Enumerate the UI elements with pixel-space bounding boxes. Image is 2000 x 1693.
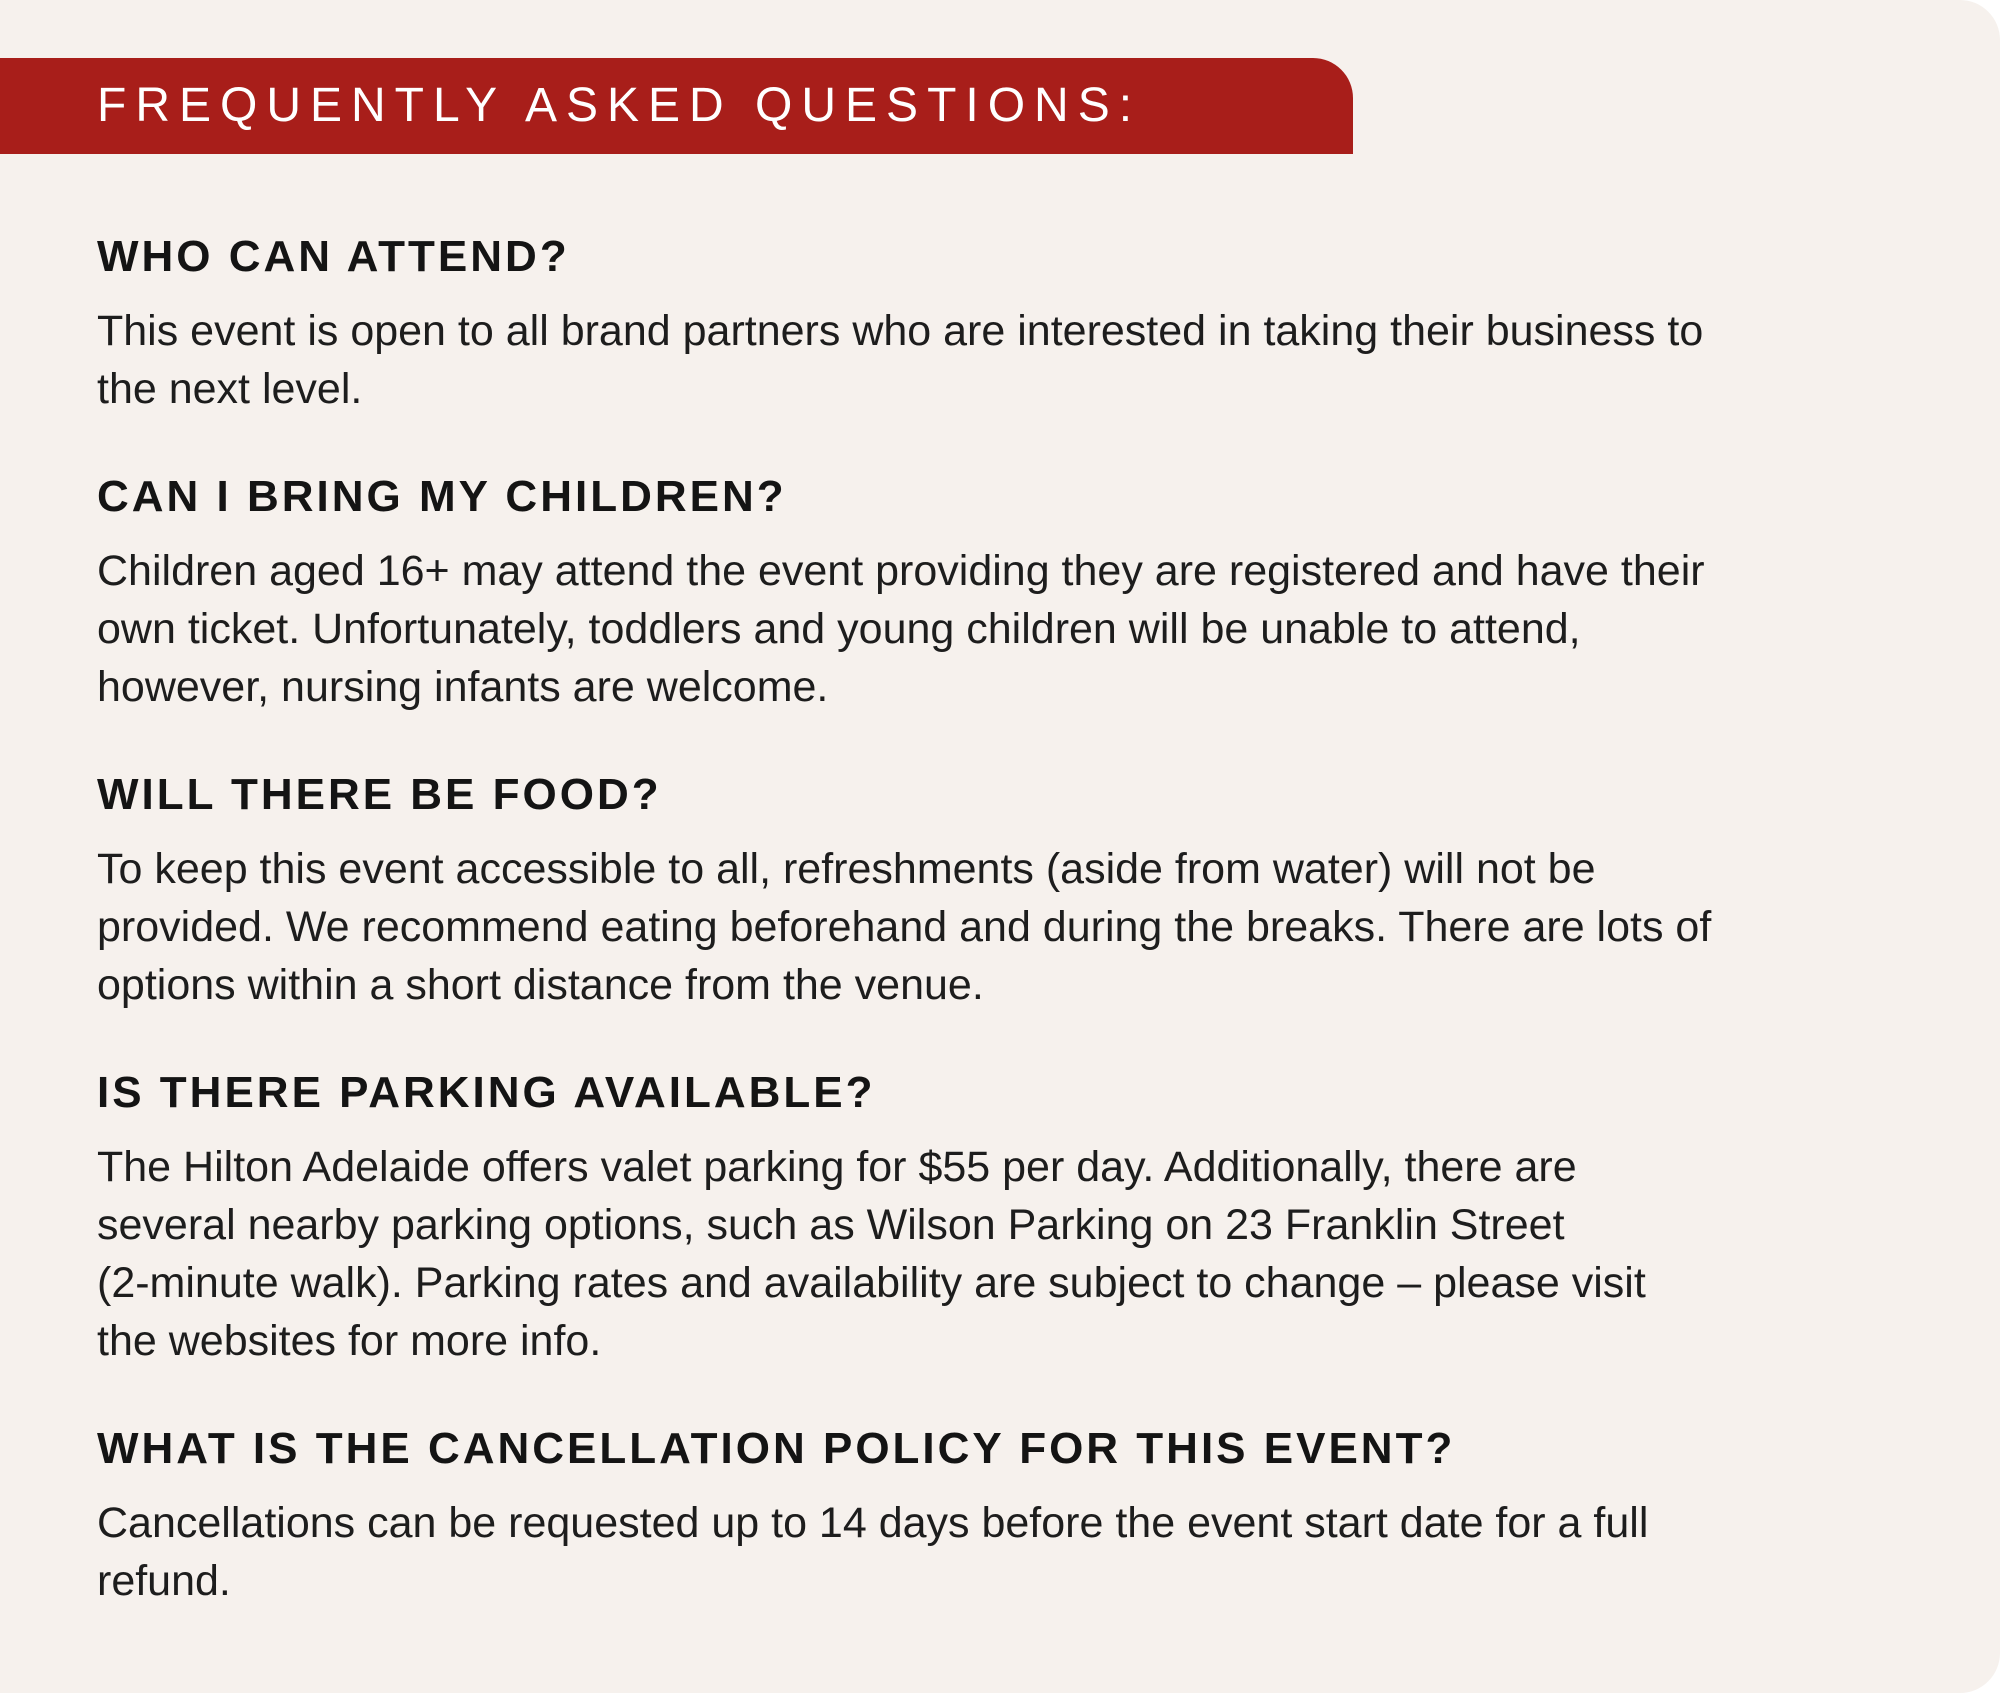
faq-answer-line: (2-minute walk). Parking rates and availability are subject to change – please visit: [97, 1259, 1646, 1307]
faq-answer: [97, 840, 1917, 1014]
faq-item-who-can-attend: [97, 228, 1917, 418]
faq-answer-line: This event is open to all brand partners who are interested in taking their business to: [97, 307, 1704, 355]
faq-answer-line: Cancellations can be requested up to 14 days before the event start date for a full: [97, 1499, 1649, 1547]
faq-answer-line: however, nursing infants are welcome.: [97, 663, 829, 711]
faq-question: CAN I BRING MY CHILDREN?: [97, 472, 787, 521]
faq-item-parking: [97, 1064, 1917, 1370]
faq-answer-line: The Hilton Adelaide offers valet parking for $55 per day. Additionally, there are: [97, 1143, 1577, 1191]
faq-item-children: [97, 468, 1917, 716]
faq-answer: [97, 302, 1917, 418]
faq-banner: [0, 58, 1353, 154]
faq-question: WILL THERE BE FOOD?: [97, 770, 662, 819]
faq-answer-line: refund.: [97, 1557, 231, 1605]
faq-question: IS THERE PARKING AVAILABLE?: [97, 1068, 876, 1117]
faq-answer-line: To keep this event accessible to all, refreshments (aside from water) will not be: [97, 845, 1596, 893]
faq-answer-line: the next level.: [97, 365, 363, 413]
faq-answer-line: the websites for more info.: [97, 1317, 602, 1365]
faq-item-cancellation: [97, 1420, 1917, 1610]
faq-heading: FREQUENTLY ASKED QUESTIONS:: [97, 79, 1142, 132]
faq-answer-line: own ticket. Unfortunately, toddlers and young children will be unable to attend,: [97, 605, 1581, 653]
faq-answer-line: provided. We recommend eating beforehand and during the breaks. There are lots of: [97, 903, 1712, 951]
faq-question: WHO CAN ATTEND?: [97, 232, 570, 281]
faq-answer-line: options within a short distance from the venue.: [97, 961, 984, 1009]
faq-answer-line: Children aged 16+ may attend the event providing they are registered and have their: [97, 547, 1705, 595]
faq-answer: [97, 1494, 1917, 1610]
faq-question: WHAT IS THE CANCELLATION POLICY FOR THIS EVENT?: [97, 1424, 1456, 1473]
faq-item-food: [97, 766, 1917, 1014]
faq-answer: [97, 1138, 1917, 1370]
faq-answer: [97, 542, 1917, 716]
faq-answer-line: several nearby parking options, such as Wilson Parking on 23 Franklin Street: [97, 1201, 1565, 1249]
